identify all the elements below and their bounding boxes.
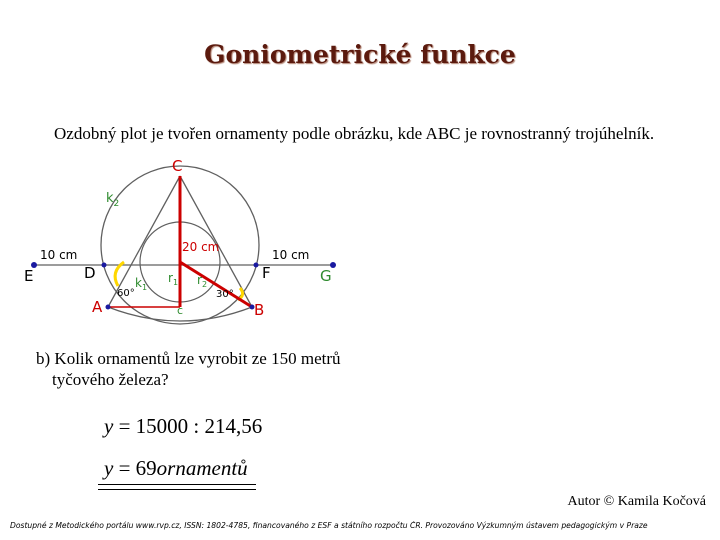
author-credit: Autor © Kamila Kočová: [567, 494, 706, 509]
point-a: [106, 305, 111, 310]
label-r1: $r_1$: [168, 271, 179, 287]
label-r2: $r_2$: [197, 273, 208, 289]
source-footer: Dostupné z Metodického portálu www.rvp.cz, ISSN: 1802-4785, financovaného z ESF a státního rozpočtu ČR. Provozováno Výzkumným ústavem pedagogickým v Praze: [10, 521, 648, 530]
label-left-dim: 10 cm: [40, 248, 78, 262]
label-g: G: [320, 267, 332, 285]
equation-1: y = 15000 : 214,56: [104, 414, 263, 438]
geometry-figure: [0, 150, 720, 340]
label-e: E: [24, 267, 34, 285]
label-k1: $k_1$: [135, 276, 148, 292]
label-c: C: [172, 157, 183, 175]
label-c-lower: c: [177, 304, 184, 317]
page-title: Goniometrické funkce: [204, 40, 516, 69]
problem-intro: Ozdobný plot je tvořen ornamenty podle obrázku, kde ABC je rovnostranný trojúhelník.: [54, 124, 655, 143]
label-right-dim: 10 cm: [272, 248, 310, 262]
label-a: A: [92, 298, 103, 316]
label-b: B: [254, 301, 265, 319]
question-b: [36, 348, 396, 390]
label-f: F: [262, 264, 271, 282]
result-underline-1: [98, 484, 256, 485]
label-k2: $k_2$: [106, 191, 120, 209]
question-line-1: b) Kolik ornamentů lze vyrobit ze 150 metrů: [36, 349, 341, 368]
equation-2: y = 69ornamentů: [104, 456, 248, 480]
label-center-dim: 20 cm: [182, 240, 220, 254]
label-angle-left: 60°: [117, 288, 135, 299]
point-f: [254, 263, 259, 268]
result-underline-2: [98, 489, 256, 490]
label-d: D: [84, 264, 96, 282]
label-angle-right: 30°: [216, 289, 234, 300]
point-d: [102, 263, 107, 268]
question-line-2: tyčového železa?: [52, 370, 169, 389]
